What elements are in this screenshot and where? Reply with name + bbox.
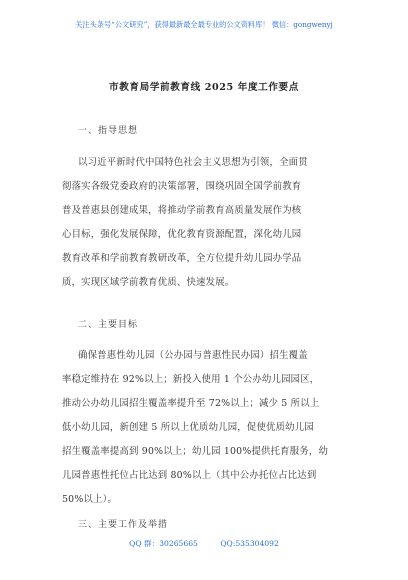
paragraph-line: 招生覆盖率提高到 90%以上；幼儿园 100%提供托育服务，幼 xyxy=(62,446,329,457)
paragraph-line: 心目标，强化发展保障，优化教育资源配置，深化幼儿园 xyxy=(62,229,302,240)
paragraph-line: 质，实现区域学前教育优质、快速发展。 xyxy=(62,277,235,288)
qq-group-text: QQ 群：30265665 xyxy=(129,539,198,548)
document-title: 市教育局学前教育线 2025 年度工作要点 xyxy=(109,82,299,93)
contact-footer xyxy=(0,538,408,549)
promo-notice: 关注头条号“公文研究”，获得最新最全最专业的公文资料库！ 微信：gongwenyj xyxy=(75,20,333,29)
paragraph-line: 普及普惠县创建成果，将推动学前教育高质量发展作为核 xyxy=(62,205,302,216)
paragraph-line: 儿园普惠性托位占比达到 80%以上（其中公办托位占比达到 xyxy=(62,470,317,481)
qq-text: QQ:535304092 xyxy=(220,539,279,548)
section-heading-main-goals: 二、主要目标 xyxy=(78,320,139,330)
paragraph-line: 以习近平新时代中国特色社会主义思想为引领，全面贯 xyxy=(78,157,308,168)
paragraph-line: 确保普惠性幼儿园（公办园与普惠性民办园）招生覆盖 xyxy=(78,350,308,361)
paragraph-line: 教育改革和学前教育教研改革，全方位提升幼儿园办学品 xyxy=(62,253,302,264)
section-heading-main-work: 三、主要工作及举措 xyxy=(78,520,169,530)
section-heading-guiding-ideology: 一、指导思想 xyxy=(78,126,139,136)
paragraph-line: 50%以上）。 xyxy=(62,494,118,505)
paragraph-line: 低小幼儿园，新创建 5 所以上优质幼儿园，促使优质幼儿园 xyxy=(62,422,314,433)
paragraph-line: 推动公办幼儿园招生覆盖率提升至 72%以上；减少 5 所以上 xyxy=(62,398,320,409)
paragraph-line: 率稳定维持在 92%以上；新投入使用 1 个公办幼儿园园区， xyxy=(62,374,320,385)
paragraph-line: 彻落实各级党委政府的决策部署，围绕巩固全国学前教育 xyxy=(62,181,302,192)
